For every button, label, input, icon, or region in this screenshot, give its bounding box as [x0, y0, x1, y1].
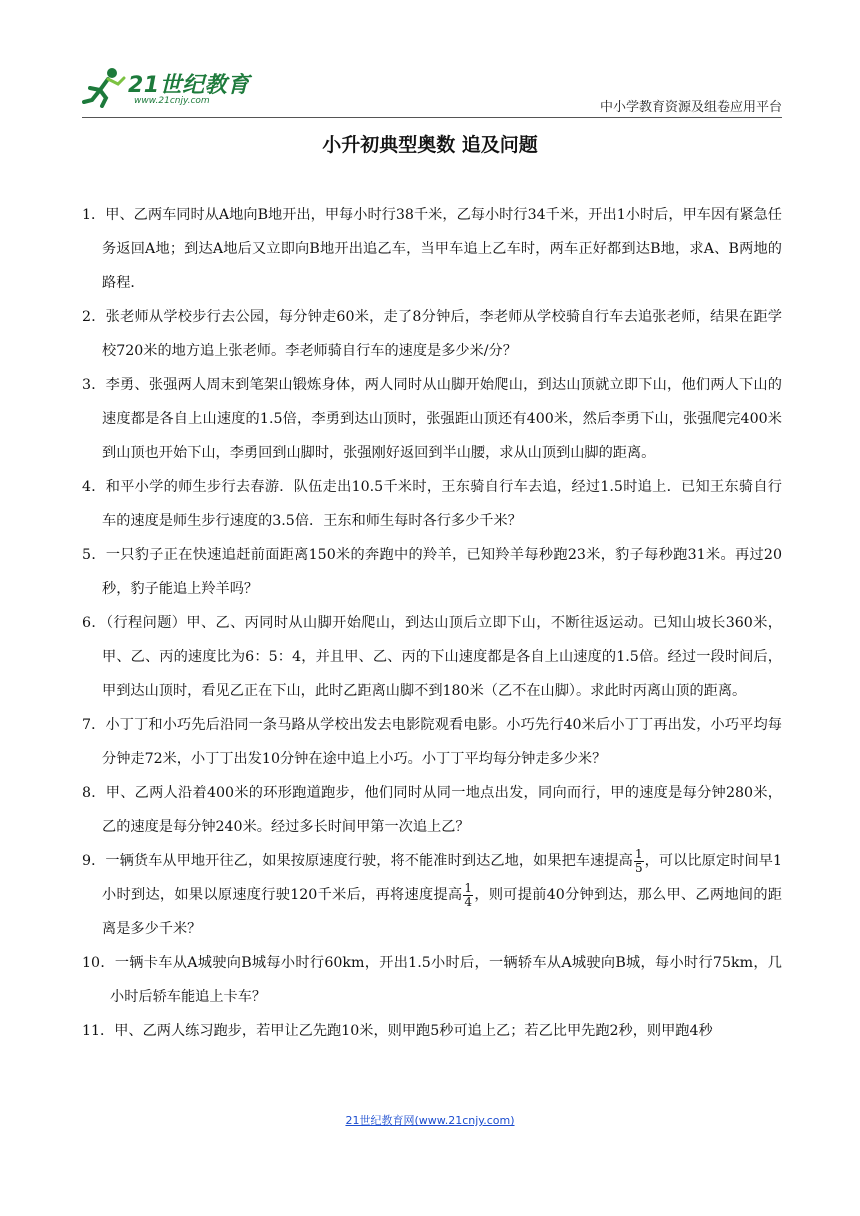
platform-label: 中小学教育资源及组卷应用平台	[599, 100, 782, 115]
question-8: 8．甲、乙两人沿着400米的环形跑道跑步，他们同时从同一地点出发，同向而行，甲的速度是每分钟280米，乙的速度是每分钟240米。经过多长时间甲第一次追上乙？	[82, 785, 782, 835]
logo-url: www.21cnjy.com	[134, 96, 210, 106]
question-11: 11．甲、乙两人练习跑步，若甲让乙先跑10米，则甲跑5秒可追上乙；若乙比甲先跑2秒，则甲跑4秒	[82, 1023, 713, 1039]
question-10: 10．一辆卡车从A城驶向B城每小时行60km，开出1.5小时后，一辆轿车从A城驶向B城，每小时行75km，几小时后轿车能追上卡车？	[82, 955, 782, 1005]
page-header	[82, 58, 782, 116]
page-title: 小升初典型奥数 追及问题	[322, 134, 538, 156]
fraction-denominator: 4	[464, 894, 473, 909]
question-3: 3．李勇、张强两人周末到笔架山锻炼身体，两人同时从山脚开始爬山，到达山顶就立即下山，他们两人下山的速度都是各自上山速度的1.5倍，李勇到达山顶时，张强距山顶还有400米，然后李勇下山，张强爬完400米到山顶也开始下山，李勇回到山脚时，张强刚好返回到半山腰，求从山顶到山脚的距离。	[82, 377, 782, 461]
question-5: 5．一只豹子正在快速追赶前面距离150米的奔跑中的羚羊，已知羚羊每秒跑23米，豹子每秒跑31米。再过20秒，豹子能追上羚羊吗？	[82, 547, 782, 597]
fraction-one-fourth	[463, 882, 473, 909]
question-7: 7．小丁丁和小巧先后沿同一条马路从学校出发去电影院观看电影。小巧先行40米后小丁丁再出发，小巧平均每分钟走72米，小丁丁出发10分钟在途中追上小巧。小丁丁平均每分钟走多少米？	[82, 717, 782, 767]
question-9-part2: ，可以比原定时间早1小时到达，如果以原速度行驶120千米后，再将速度提高	[102, 853, 783, 903]
logo	[82, 66, 262, 112]
question-1: 1．甲、乙两车同时从A地向B地开出，甲每小时行38千米，乙每小时行34千米，开出1小时后，甲车因有紧急任务返回A地；到达A地后又立即向B地开出追乙车，当甲车追上乙车时，两车正好都到达B地，求A、B两地的路程．	[82, 207, 782, 291]
question-2: 2．张老师从学校步行去公园，每分钟走60米，走了8分钟后，李老师从学校骑自行车去追张老师，结果在距学校720米的地方追上张老师。李老师骑自行车的速度是多少米/分？	[82, 309, 782, 359]
running-man-icon	[82, 66, 126, 108]
question-6: 6．（行程问题）甲、乙、丙同时从山脚开始爬山，到达山顶后立即下山，不断往返运动。已知山坡长360米，甲、乙、丙的速度比为6：5：4，并且甲、乙、丙的下山速度都是各自上山速度的1.5倍。经过一段时间后，甲到达山顶时，看见乙正在下山，此时乙距离山脚不到180米（乙不在山脚）。求此时丙离山顶的距离。	[82, 615, 782, 699]
footer-link[interactable]: 21世纪教育网(www.21cnjy.com)	[345, 1114, 515, 1127]
fraction-denominator: 5	[634, 860, 643, 875]
question-9-part1: 9．一辆货车从甲地开往乙，如果按原速度行驶，将不能准时到达乙地，如果把车速提高	[82, 853, 633, 869]
question-4: 4．和平小学的师生步行去春游．队伍走出10.5千米时，王东骑自行车去追，经过1.5时追上．已知王东骑自行车的速度是师生步行速度的3.5倍．王东和师生每时各行多少千米？	[82, 479, 782, 529]
logo-text: 21世纪教育	[128, 73, 250, 98]
question-9	[82, 844, 782, 946]
header-divider	[82, 117, 782, 118]
fraction-one-fifth	[634, 848, 644, 875]
question-9-part3: ，则可提前40分钟到达，那么甲、乙两地间的距离是多少千米？	[102, 887, 782, 937]
fraction-numerator: 1	[464, 880, 473, 895]
fraction-numerator: 1	[634, 846, 643, 861]
question-list	[82, 198, 782, 1048]
